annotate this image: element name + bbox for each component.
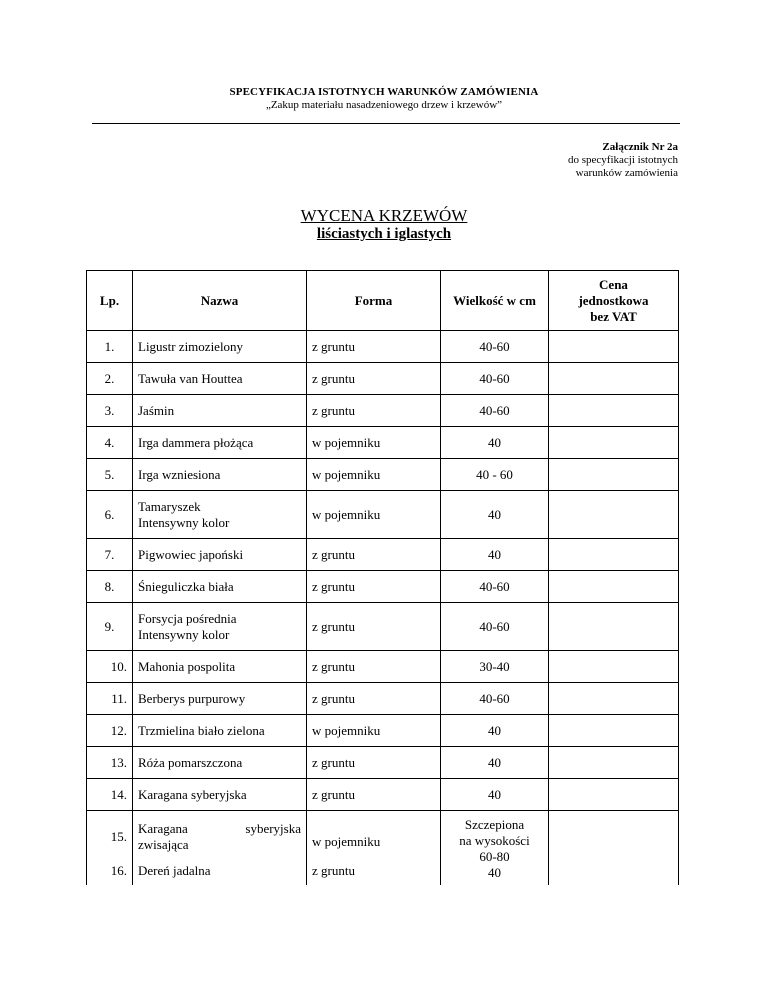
annex-note: [568, 141, 678, 180]
row-size: [441, 811, 549, 885]
row-price-cell: [549, 395, 679, 427]
row-name: [133, 747, 307, 779]
row-name: [133, 491, 307, 539]
pricing-table: [86, 270, 679, 885]
row-name-line: Ligustr zimozielony: [138, 338, 244, 354]
row-lp: 4.: [87, 427, 133, 459]
row-size: 40-60: [441, 571, 549, 603]
table-row: [87, 715, 679, 747]
row-name: [133, 363, 307, 395]
row-form: z gruntu: [307, 331, 441, 363]
row-lp: 7.: [87, 539, 133, 571]
row-name: [133, 459, 307, 491]
row-size-line: na wysokości: [459, 833, 530, 848]
row-form: w pojemniku: [307, 811, 441, 863]
row-price-cell: [549, 811, 679, 885]
row-name: [133, 683, 307, 715]
annex-label: Załącznik Nr 2a: [602, 141, 678, 153]
row-lp: 13.: [87, 747, 133, 779]
row-form: w pojemniku: [307, 715, 441, 747]
row-form: z gruntu: [307, 651, 441, 683]
row-name-word: syberyjska: [245, 820, 301, 836]
table-row: [87, 603, 679, 651]
row-name: [133, 427, 307, 459]
table-row: [87, 363, 679, 395]
row-name: [133, 331, 307, 363]
column-header-lp: Lp.: [87, 271, 133, 331]
row-name: [133, 651, 307, 683]
row-price-cell: [549, 715, 679, 747]
row-lp: 3.: [87, 395, 133, 427]
row-price-cell: [549, 427, 679, 459]
row-form: z gruntu: [307, 863, 441, 885]
row-lp: 15.: [87, 811, 133, 863]
row-price-cell: [549, 491, 679, 539]
row-form: z gruntu: [307, 779, 441, 811]
row-name-line: Irga wzniesiona: [138, 466, 221, 482]
row-form: w pojemniku: [307, 427, 441, 459]
row-lp: 16.: [87, 863, 133, 885]
row-name-line: Jaśmin: [138, 402, 175, 418]
row-name-line: zwisająca: [138, 836, 189, 852]
row-lp: 9.: [87, 603, 133, 651]
table-row: [87, 491, 679, 539]
row-size-line: Szczepiona: [464, 817, 525, 832]
row-name-line: [138, 821, 301, 837]
row-size: 40: [441, 427, 549, 459]
row-lp: 12.: [87, 715, 133, 747]
table-row: [87, 331, 679, 363]
row-form: z gruntu: [307, 539, 441, 571]
row-name-line: Intensywny kolor: [138, 626, 230, 642]
row-price-cell: [549, 539, 679, 571]
row-name-line: Irga dammera płożąca: [138, 434, 254, 450]
row-price-cell: [549, 331, 679, 363]
row-name-line: Śnieguliczka biała: [138, 578, 234, 594]
row-price-cell: [549, 747, 679, 779]
price-header-line-2: jednostkowa: [578, 293, 649, 308]
column-header-size: Wielkość w cm: [441, 271, 549, 331]
row-form: w pojemniku: [307, 491, 441, 539]
row-name-line: Pigwowiec japoński: [138, 546, 244, 562]
row-lp: 11.: [87, 683, 133, 715]
row-price-cell: [549, 603, 679, 651]
table-row: [87, 779, 679, 811]
row-price-cell: [549, 683, 679, 715]
row-lp: 14.: [87, 779, 133, 811]
row-price-cell: [549, 459, 679, 491]
row-size: 40: [441, 539, 549, 571]
row-name-line: Róża pomarszczona: [138, 754, 243, 770]
row-size: 40 - 60: [441, 459, 549, 491]
row-lp: 2.: [87, 363, 133, 395]
row-price-cell: [549, 779, 679, 811]
row-size: 40: [441, 491, 549, 539]
row-form: z gruntu: [307, 363, 441, 395]
row-name: [133, 539, 307, 571]
row-name-line: Karagana syberyjska: [138, 786, 247, 802]
table-row: [87, 811, 679, 863]
row-name-word: Karagana: [138, 820, 188, 836]
row-size: 40: [441, 779, 549, 811]
annex-line-3: warunków zamówienia: [575, 167, 678, 179]
table-body: [87, 331, 679, 885]
table-row: [87, 459, 679, 491]
spec-header-subtitle: „Zakup materiału nasadzeniowego drzew i krzewów”: [265, 99, 503, 111]
row-form: z gruntu: [307, 747, 441, 779]
row-size: 40-60: [441, 683, 549, 715]
row-name-line: Tamaryszek: [138, 498, 201, 514]
row-lp: 5.: [87, 459, 133, 491]
row-size: 40-60: [441, 603, 549, 651]
row-name-line: Tawuła van Houttea: [138, 370, 243, 386]
row-name: [133, 395, 307, 427]
annex-line-2: do specyfikacji istotnych: [568, 154, 678, 166]
row-lp: 6.: [87, 491, 133, 539]
row-size: 40: [441, 715, 549, 747]
table-row: [87, 395, 679, 427]
document-title: WYCENA KRZEWÓW: [300, 206, 468, 225]
row-size: 40-60: [441, 331, 549, 363]
row-name-line: Intensywny kolor: [138, 514, 230, 530]
row-name: [133, 603, 307, 651]
row-name: [133, 811, 307, 863]
row-size: 40-60: [441, 395, 549, 427]
table-row: [87, 427, 679, 459]
row-form: z gruntu: [307, 603, 441, 651]
row-form: z gruntu: [307, 683, 441, 715]
row-size-line: 40: [488, 865, 501, 880]
row-lp: 10.: [87, 651, 133, 683]
row-size: 30-40: [441, 651, 549, 683]
row-name-line: Mahonia pospolita: [138, 658, 236, 674]
row-size: 40: [441, 747, 549, 779]
row-price-cell: [549, 363, 679, 395]
row-lp: 8.: [87, 571, 133, 603]
row-lp: 1.: [87, 331, 133, 363]
row-name: Dereń jadalna: [133, 863, 307, 885]
row-price-cell: [549, 651, 679, 683]
column-header-price: [549, 271, 679, 331]
row-name-line: Forsycja pośrednia: [138, 610, 237, 626]
row-price-cell: [549, 571, 679, 603]
row-form: z gruntu: [307, 571, 441, 603]
row-form: z gruntu: [307, 395, 441, 427]
column-header-name: Nazwa: [133, 271, 307, 331]
row-size-line: 60-80: [479, 849, 510, 864]
row-name: [133, 779, 307, 811]
table-row: [87, 651, 679, 683]
table-row: [87, 747, 679, 779]
spec-header-title: SPECYFIKACJA ISTOTNYCH WARUNKÓW ZAMÓWIENIA: [229, 86, 539, 98]
row-name-line: Berberys purpurowy: [138, 690, 246, 706]
table-row: [87, 683, 679, 715]
row-name-line: Trzmielina biało zielona: [138, 722, 265, 738]
column-header-form: Forma: [307, 271, 441, 331]
document-subtitle: liściastych i iglastych: [316, 226, 452, 242]
row-form: w pojemniku: [307, 459, 441, 491]
row-name: [133, 571, 307, 603]
price-header-line-3: bez VAT: [590, 309, 637, 324]
table-row: [87, 539, 679, 571]
table-row: [87, 571, 679, 603]
header-divider: [92, 123, 680, 124]
row-name: [133, 715, 307, 747]
row-size: 40-60: [441, 363, 549, 395]
price-header-line-1: Cena: [599, 277, 628, 292]
table-header-row: [87, 271, 679, 331]
